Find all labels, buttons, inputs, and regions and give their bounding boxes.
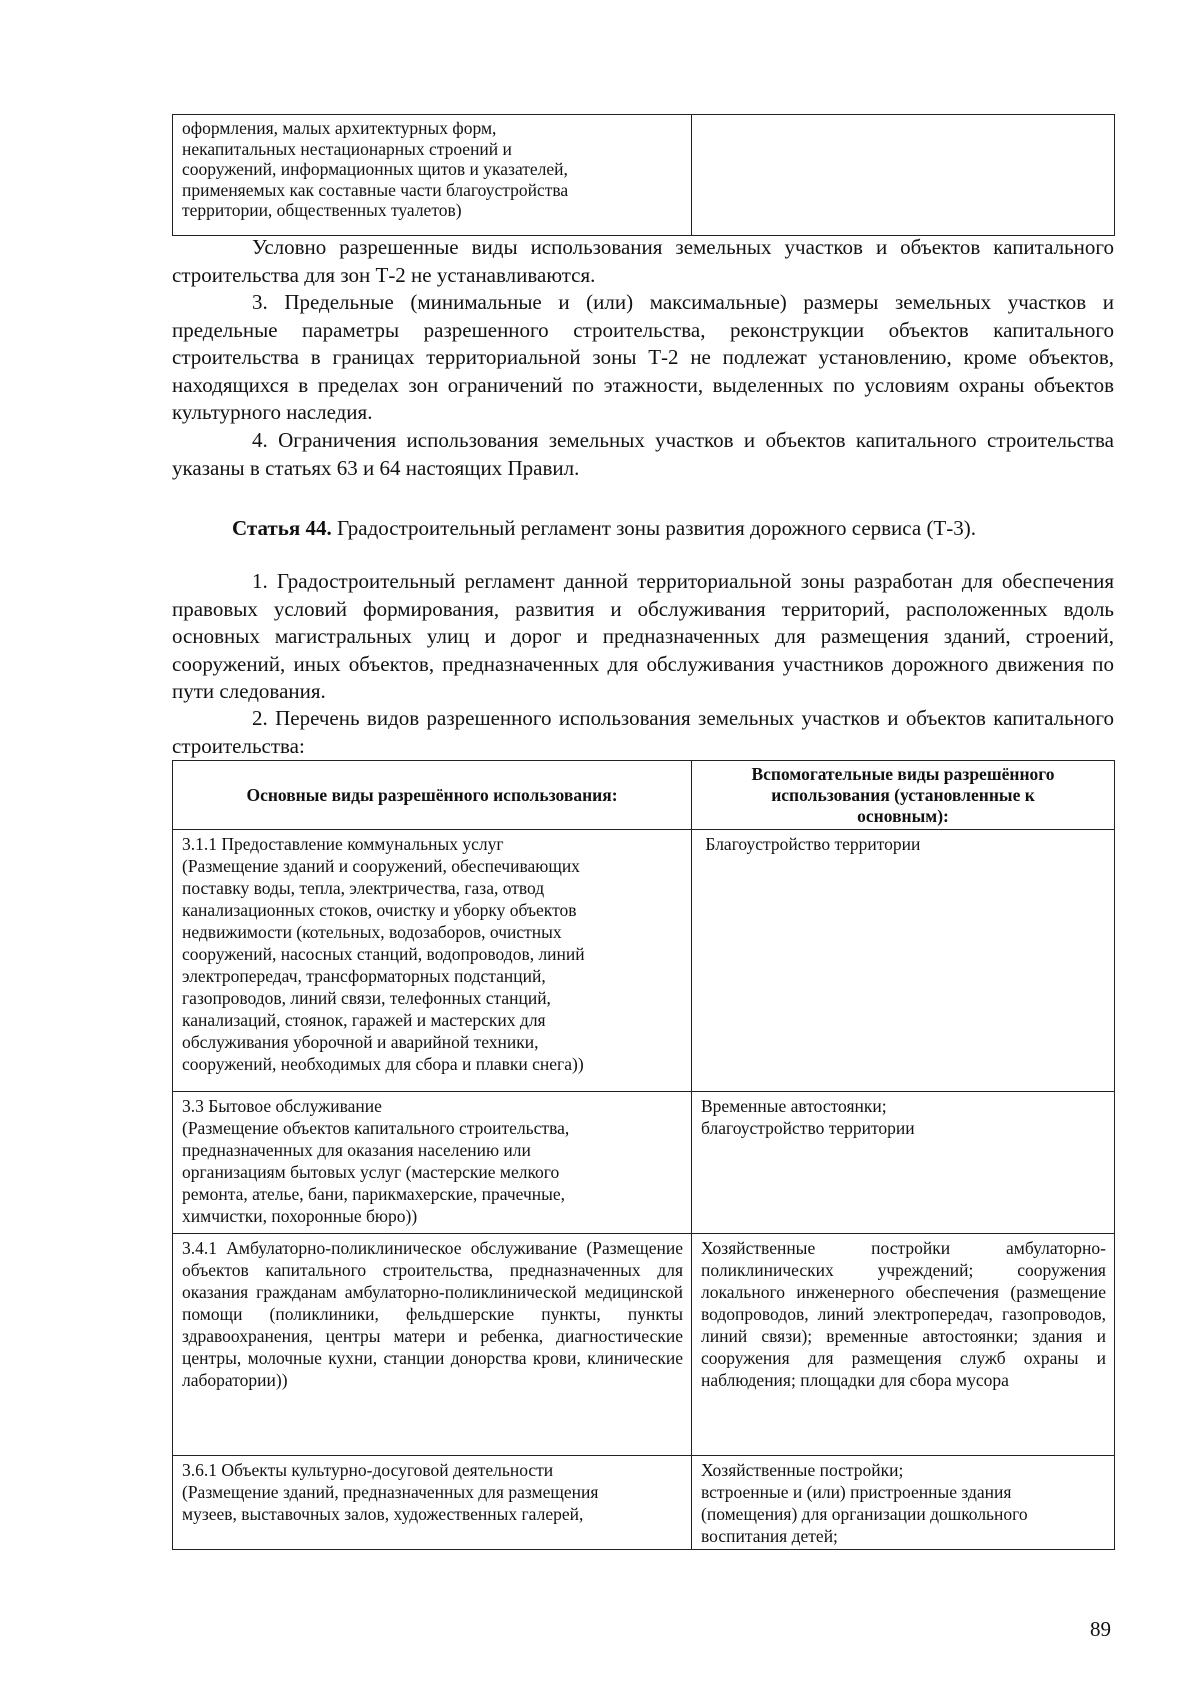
cell-line: Благоустройство территории <box>701 834 921 854</box>
cell-line: 3.6.1 Объекты культурно-досуговой деятельности <box>182 1460 554 1480</box>
article-heading <box>232 514 976 542</box>
cell-line: обслуживания уборочной и аварийной техники, <box>182 1032 539 1052</box>
cell-line: некапитальных нестационарных строений и <box>182 138 512 159</box>
table-row <box>173 1456 1115 1550</box>
table-cell-right <box>692 1456 1115 1550</box>
cell-line: канализаций, стоянок, гаражей и мастерских для <box>182 1010 546 1030</box>
cell-line: (Размещение зданий и сооружений, обеспечивающих <box>182 856 580 876</box>
header-line: использования (установленные к <box>771 784 1035 805</box>
cell-line: недвижимости (котельных, водозаборов, очистных <box>182 922 562 942</box>
cell-line: сооружений, необходимых для сбора и плавки снега)) <box>182 1054 584 1074</box>
cell-line: предназначенных для оказания населению или <box>182 1140 531 1160</box>
paragraph-restrictions: 4. Ограничения использования земельных участков и объектов капитального строительства указаны в статьях 63 и 64 настоящих Правил. <box>172 428 1114 480</box>
cell-line: музеев, выставочных залов, художественных галерей, <box>182 1504 584 1524</box>
cell-line: сооружений, насосных станций, водопроводов, линий <box>182 944 585 964</box>
table-cell-left <box>173 1092 692 1234</box>
cell-line: территории, общественных туалетов) <box>182 200 462 220</box>
cell-line: электропередач, трансформаторных подстанций, <box>182 966 546 986</box>
header-line: Вспомогательные виды разрешённого <box>751 763 1055 784</box>
cell-line: оформления, малых архитектурных форм, <box>182 118 497 138</box>
cell-line: Временные автостоянки; <box>701 1096 887 1116</box>
continuation-table <box>172 114 1115 236</box>
paragraph-conditional-uses: Условно разрешенные виды использования земельных участков и объектов капитального строительства для зон Т-2 не устанавливаются. <box>172 235 1114 287</box>
cell-line: газопроводов, линий связи, телефонных станций, <box>182 988 551 1008</box>
cell-line: канализационных стоков, очистку и уборку объектов <box>182 900 577 920</box>
cell-line: Хозяйственные постройки; <box>701 1460 904 1480</box>
header-auxiliary-uses <box>692 761 1115 830</box>
table-cell-left: 3.4.1 Амбулаторно-поликлиническое обслуживание (Размещение объектов капитального строительства, предназначенных для оказания гражданам амбулаторно-поликлинической медицинской помощи (поликлиники, фельдшерские пункты, пункты здравоохранения, центры матери и ребенка, диагностические центры, молочные кухни, станции донорства крови, клинические лаборатории)) <box>173 1234 692 1456</box>
cell-line: химчистки, похоронные бюро)) <box>182 1206 418 1226</box>
cell-line: 3.3 Бытовое обслуживание <box>182 1096 382 1116</box>
cell-line: ремонта, ателье, бани, парикмахерские, прачечные, <box>182 1184 566 1204</box>
table-cell-right <box>692 1092 1115 1234</box>
cell-line: сооружений, информационных щитов и указателей, <box>182 159 568 179</box>
table-cell-left <box>173 115 692 236</box>
cell-line: применяемых как составные части благоустройства <box>182 179 569 200</box>
paragraph-limits: 3. Предельные (минимальные и (или) максимальные) размеры земельных участков и предельные параметры разрешенного строительства, реконструкции объектов капитального строительства в границах территориальной зоны Т-2 не подлежат установлению, кроме объектов, находящихся в пределах зон ограничений по этажности, выделенных по условиям охраны объектов культурного наследия. <box>172 290 1114 424</box>
cell-line: (помещения) для организации дошкольного <box>701 1504 1028 1524</box>
cell-line: (Размещение объектов капитального строительства, <box>182 1118 570 1138</box>
cell-line: поставку воды, тепла, электричества, газа, отвод <box>182 878 545 898</box>
header-line: основным): <box>857 805 949 826</box>
table-cell-right: Хозяйственные постройки амбулаторно-поликлинических учреждений; сооружения локального инженерного обеспечения (размещение водопроводов, линий электропередач, газопроводов, линий связи); временные автостоянки; здания и сооружения для размещения служб охраны и наблюдения; площадки для сбора мусора <box>692 1234 1115 1456</box>
paragraph-regulation-purpose: 1. Градостроительный регламент данной территориальной зоны разработан для обеспечения правовых условий формирования, развития и обслуживания территорий, расположенных вдоль основных магистральных улиц и дорог и предназначенных для размещения зданий, строений, сооружений, иных объектов, предназначенных для обслуживания участников дорожного движения по пути следования. <box>172 569 1114 703</box>
table-row <box>173 830 1115 1092</box>
table-cell-right <box>692 115 1115 236</box>
cell-line: встроенные и (или) пристроенные здания <box>701 1482 1012 1502</box>
permitted-uses-table <box>172 760 1115 1550</box>
table-cell-left <box>173 830 692 1092</box>
cell-line: благоустройство территории <box>701 1118 915 1138</box>
cell-line: 3.1.1 Предоставление коммунальных услуг <box>182 834 504 854</box>
table-row <box>173 115 1115 236</box>
page-number: 89 <box>1090 1617 1111 1641</box>
article-label: Статья 44. <box>232 516 332 540</box>
table-cell-left <box>173 1456 692 1550</box>
header-main-uses: Основные виды разрешённого использования: <box>173 761 692 830</box>
paragraph-uses-list: 2. Перечень видов разрешенного использования земельных участков и объектов капитального строительства: <box>172 706 1114 758</box>
table-row <box>173 1092 1115 1234</box>
cell-line: (Размещение зданий, предназначенных для размещения <box>182 1482 599 1502</box>
cell-line: воспитания детей; <box>701 1526 838 1546</box>
table-cell-right <box>692 830 1115 1092</box>
table-header-row <box>173 761 1115 830</box>
table-row <box>173 1234 1115 1456</box>
article-title: Градостроительный регламент зоны развития дорожного сервиса (Т-3). <box>331 516 976 540</box>
cell-line: организациям бытовых услуг (мастерские мелкого <box>182 1162 560 1182</box>
